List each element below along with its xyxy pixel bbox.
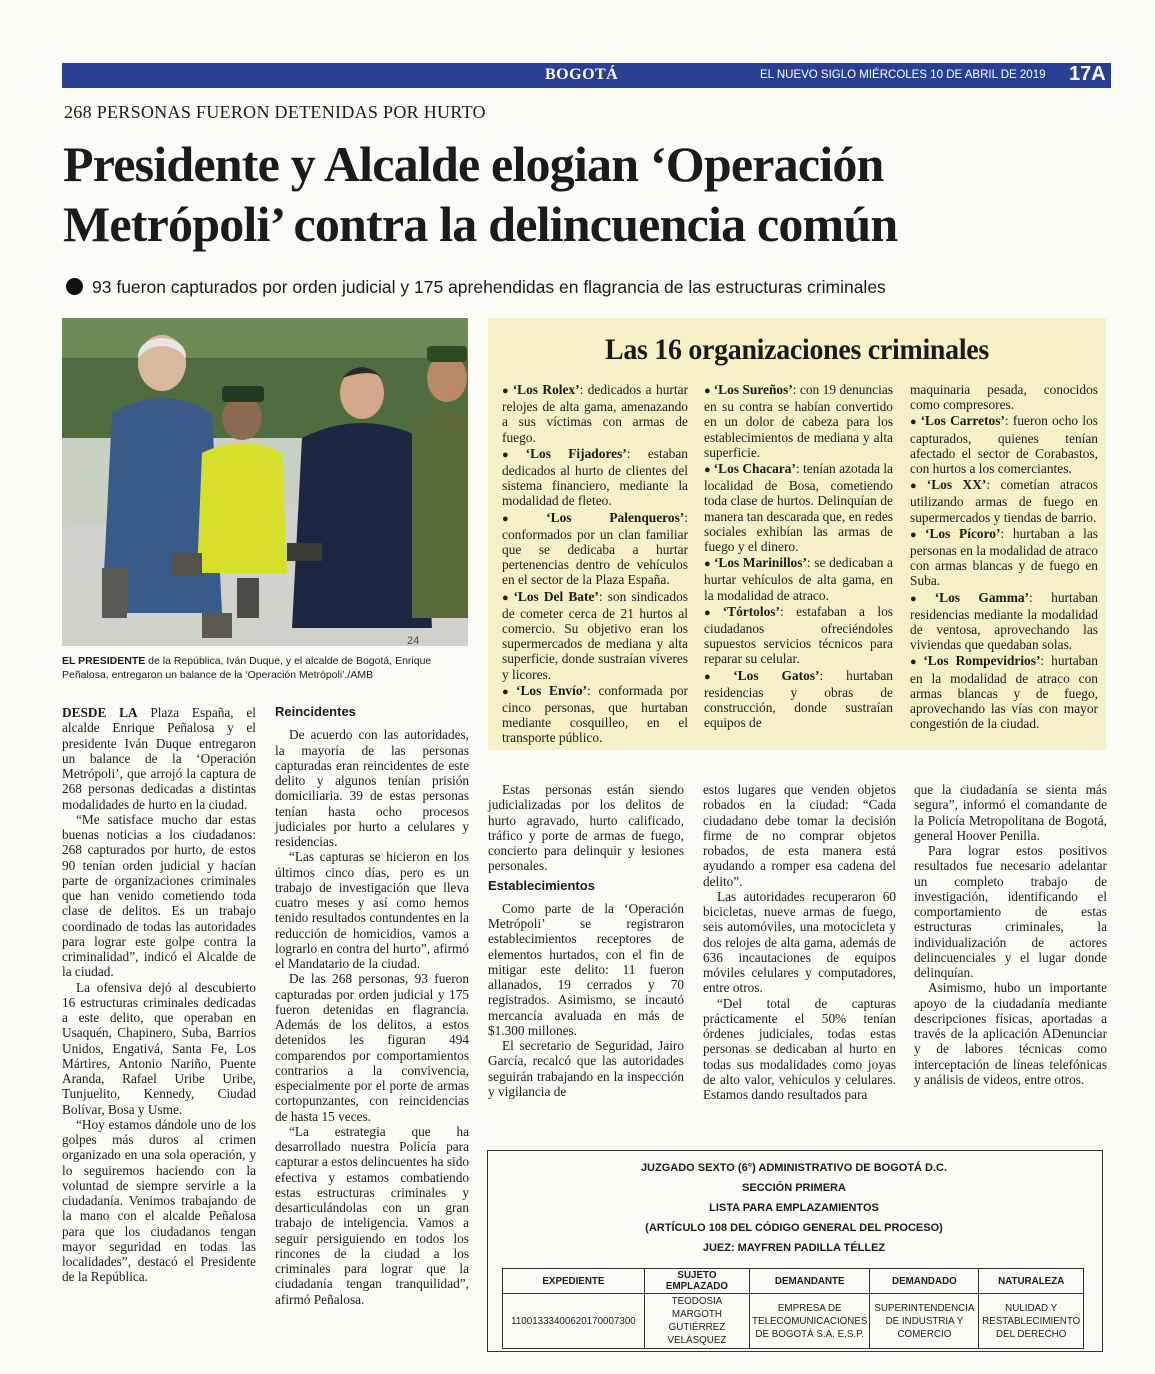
column-header: SUJETO EMPLAZADO (644, 1269, 749, 1294)
notice-section: SECCIÓN PRIMERA (742, 1182, 846, 1194)
paragraph: Asimismo, hubo un importante apoyo de la ciudadanía mediante descripciones físicas, aportadas a través de la aplicación ADenunciar y de labores técnicas como interceptación de líneas telefónicas y análisis de videos, entre otros. (914, 980, 1107, 1087)
notice-table (502, 1268, 1084, 1349)
sidebar-column-2 (704, 382, 893, 731)
section-heading: Reincidentes (275, 704, 356, 719)
bullet-icon (66, 278, 83, 295)
news-photo (62, 318, 468, 646)
notice-court: JUZGADO SEXTO (6°) ADMINISTRATIVO DE BOGOTÁ D.C. (640, 1162, 948, 1174)
table-cell: SUPERINTENDENCIA DE INDUSTRIA Y COMERCIO (870, 1294, 979, 1349)
newspaper-date: EL NUEVO SIGLO MIÉRCOLES 10 DE ABRIL DE 2019 (760, 69, 1046, 81)
table-row (503, 1294, 1084, 1349)
table-cell: EMPRESA DE TELECOMUNICACIONES DE BOGOTÁ S.A. E.S.P. (750, 1294, 870, 1349)
paragraph: Como parte de la ‘Operación Metrópoli’ se registraron establecimientos receptores de elementos hurtados, con el fin de mitigar este delito: 11 fueron allanados, 19 cerrados y 70 registrados. Asimismo, se incautó mercancía avaluada en más de $1.300 millones. (488, 900, 684, 1038)
paragraph: Las autoridades recuperaron 60 bicicletas, nueve armas de fuego, seis automóviles, una motocicleta y dos relojes de alta gama, además de 636 incautaciones de equipos móviles celulares y computadores, entre otros. (703, 888, 896, 996)
table-cell: NULIDAD Y RESTABLECIMIENTO DEL DERECHO (979, 1294, 1084, 1349)
table-cell: 11001333400620170007300 (503, 1294, 645, 1349)
body-column-4 (703, 782, 896, 1102)
paragraph: Estas personas están siendo judicializadas por los delitos de hurto agravado, hurto calificado, tráfico y porte de armas de fuego, concierto para delinquir y lesiones personales. (488, 782, 684, 874)
notice-article: (ARTÍCULO 108 DEL CÓDIGO GENERAL DEL PROCESO) (645, 1222, 943, 1234)
caption-text: de la República, Iván Duque, y el alcalde de Bogotá, Enrique Peñalosa, entregaron un balance de la ‘Operación Metrópoli’./AMB (62, 655, 432, 681)
sidebar-column-3 (910, 382, 1098, 732)
section-name: BOGOTÁ (545, 66, 619, 83)
paragraph: estos lugares que venden objetos robados en la ciudad: “Cada ciudadano debe tomar la decisión firme de no comprar objetos robados, de esta manera está ayudando a romper esa cadena del delito”. (703, 782, 896, 889)
table-cell: TEODOSIA MARGOTH GUTIÉRREZ VELÁSQUEZ (644, 1294, 749, 1349)
body-column-2 (275, 700, 469, 1307)
photo-caption (62, 654, 470, 682)
paragraph: La ofensiva dejó al descubierto 16 estructuras criminales dedicadas a este delito, que operaban en Usaquén, Chapinero, Suba, Barrios Unidos, Engativá, Santa Fe, Los Mártires, Antonio Nariño, Puente Aranda, Rafael Uribe Uribe, Tunjuelito, Kennedy, Ciudad Bolívar, Bosa y Usme. (62, 979, 256, 1117)
paragraph: “Las capturas se hicieron en los últimos cinco días, pero es un trabajo de investigación que lleva cuatro meses y así como hemos tenido resultados contundentes en la reducción de homicidios, vamos a lograrlo en contra del hurto”, afirmó el Mandatario de la ciudad. (275, 849, 469, 971)
paragraph: “Del total de capturas prácticamente el 50% tenían órdenes judiciales, todas estas personas se dedicaban al hurto en todas sus modalidades como joyas de alto valor, vehículos y celulares. Estamos dando resultados para (703, 995, 896, 1102)
paragraph: “Me satisface mucho dar estas buenas noticias a los ciudadanos: 268 capturados por hurto, de estos 90 tenían orden judicial y hacían parte de organizaciones criminales que han venido cometiendo toda clase de delitos. Es un trabajo coordinado de todas las autoridades para lograr este golpe contra la criminalidad”, indicó el Alcalde de la ciudad. (62, 811, 256, 980)
list-item: ● ‘Los Gatos’: hurtaban residencias y obras de construcción, donde sustraían equipos de (704, 668, 893, 731)
notice-judge: JUEZ: MAYFREN PADILLA TÉLLEZ (702, 1242, 886, 1254)
section-heading: Establecimientos (488, 877, 595, 893)
caption-lead: EL PRESIDENTE (62, 655, 146, 667)
kicker: 268 PERSONAS FUERON DETENIDAS POR HURTO (64, 102, 486, 122)
paragraph: El secretario de Seguridad, Jairo García, recalcó que las autoridades seguirán trabajando en la inspección y vigilancia de (488, 1038, 684, 1099)
paragraph: Para lograr estos positivos resultados fue necesario adelantar un completo trabajo de investigación, identificando el comportamiento de estas estructuras criminales, la individualización de actores delincuenciales y el lugar donde delinquían. (914, 843, 1107, 980)
sidebar-title: Las 16 organizaciones criminales (605, 333, 989, 366)
column-header: DEMANDADO (870, 1269, 979, 1294)
list-item: maquinaria pesada, conocidos como compresores. (910, 382, 1098, 413)
list-item: ● ‘Los Sureños’: con 19 denuncias en su contra se habían convertido en un dolor de cabeza para los establecimientos de mediana y alta superficie. (704, 382, 893, 460)
body-column-5 (914, 782, 1107, 1087)
notice-list-title: LISTA PARA EMPLAZAMIENTOS (709, 1202, 879, 1214)
column-header: NATURALEZA (979, 1269, 1084, 1294)
body-column-3 (488, 782, 684, 1099)
list-item: ● ‘Los Gamma’: hurtaban residencias mediante la modalidad de ventosa, aprovechando las viviendas que quedaban solas. (910, 590, 1098, 653)
paragraph: De las 268 personas, 93 fueron capturadas por orden judicial y 175 fueron detenidas en flagrancia. Además de los delitos, a estos detenidos les figuran 494 comparendos por comportamientos contrarios a la convivencia, especialmente por el porte de armas cortopunzantes, con reincidencias de hasta 15 veces. (275, 971, 469, 1124)
paragraph: “La estrategia que ha desarrollado nuestra Policía para capturar a estos delincuentes ha sido efectiva y estamos combatiendo estas estructuras criminales y desarticulándolas con un gran trabajo de inteligencia. Vamos a seguir persiguiendo en todos los rincones de la ciudad a los criminales para lograr que la ciudadanía tengan tranquilidad”, afirmó Peñalosa. (275, 1123, 469, 1307)
list-item: ● ‘Tórtolos’: estafaban a los ciudadanos ofreciéndoles supuestos servicios técnicos para reparar su celular. (704, 604, 893, 667)
list-item: ● ‘Los Chacara’: tenían azotada la localidad de Bosa, cometiendo toda clase de hurtos. Delinquían de manera tan descarada que, en redes sociales exhibían las armas de fuego y el dinero. (704, 461, 893, 554)
list-item: ● ‘Los Rolex’: dedicados a hurtar relojes de alta gama, amenazando a sus víctimas con armas de fuego. (502, 382, 688, 445)
list-item: ● ‘Los Fijadores’: estaban dedicados al hurto de clientes del sistema financiero, mediante la modalidad de fleteo. (502, 446, 688, 509)
column-header: DEMANDANTE (750, 1269, 870, 1294)
table-header-row (503, 1269, 1084, 1294)
list-item: ● ‘Los Carretos’: fueron ocho los capturados, quienes tenían afectado el sector de Corabastos, con hurtos a los comerciantes. (910, 413, 1098, 476)
list-item: ● ‘Los Palenqueros’: conformados por un clan familiar que se dedicaba a hurtar pertenencias dentro de vehículos en el sector de la Plaza España. (502, 510, 688, 588)
photo-number: 24 (407, 635, 420, 646)
list-item: ● ‘Los Envío’: conformada por cinco personas, que hurtaban mediante cosquilleo, en el transporte público. (502, 683, 688, 746)
paragraph: “Hoy estamos dándole uno de los golpes más duros al crimen organizado en una sola operación, y lo seguiremos haciendo con la voluntad de siempre servirle a la ciudadanía. Venimos trabajando de la mano con el alcalde Peñalosa para que los ciudadanos tengan mayor seguridad en todas las localidades”, destacó el Presidente de la República. (62, 1116, 256, 1285)
body-column-1 (62, 705, 256, 1285)
paragraph: DESDE LA Plaza España, el alcalde Enrique Peñalosa y el presidente Iván Duque entregaron un balance de la ‘Operación Metrópoli’, que arrojó la captura de 268 personas dedicadas a distintas modalidades de hurto en la ciudad. (62, 705, 256, 812)
list-item: ● ‘Los XX’: cometían atracos utilizando armas de fuego en supermercados y tiendas de barrio. (910, 477, 1098, 525)
subhead-text: 93 fueron capturados por orden judicial y 175 aprehendidas en flagrancia de las estructuras criminales (92, 277, 886, 297)
column-header: EXPEDIENTE (503, 1269, 645, 1294)
list-item: ● ‘Los Marinillos’: se dedicaban a hurtar vehículos de alta gama, en la modalidad de atraco. (704, 555, 893, 603)
sidebar-column-1 (502, 382, 688, 747)
list-item: ● ‘Los Del Bate’: son sindicados de cometer cerca de 21 hurtos al comercio. Su objetivo eran los supermercados de mediana y alta superficie, donde sustraían víveres y licores. (502, 589, 688, 682)
list-item: ● ‘Los Pícoro’: hurtaban a las personas en la modalidad de atraco con armas blancas y de fuego en Suba. (910, 526, 1098, 589)
headline: Presidente y Alcalde elogian ‘Operación Metrópoli’ contra la delincuencia común (63, 136, 898, 252)
list-item: ● ‘Los Rompevidrios’: hurtaban en la modalidad de atraco con armas blancas y de fuego, aprovechando las vías con mayor congestión de la ciudad. (910, 653, 1098, 731)
paragraph: De acuerdo con las autoridades, la mayoría de las personas capturadas eran reincidentes de este delito y algunos tenían prisión domiciliaria. 39 de estas personas tenían hasta ocho procesos judiciales por hurto a celulares y residencias. (275, 727, 469, 849)
paragraph: que la ciudadanía se sienta más segura”, informó el comandante de la Policía Metropolitana de Bogotá, general Hoover Penilla. (914, 782, 1107, 843)
subhead (66, 277, 886, 298)
page-number: 17A (1069, 63, 1106, 85)
